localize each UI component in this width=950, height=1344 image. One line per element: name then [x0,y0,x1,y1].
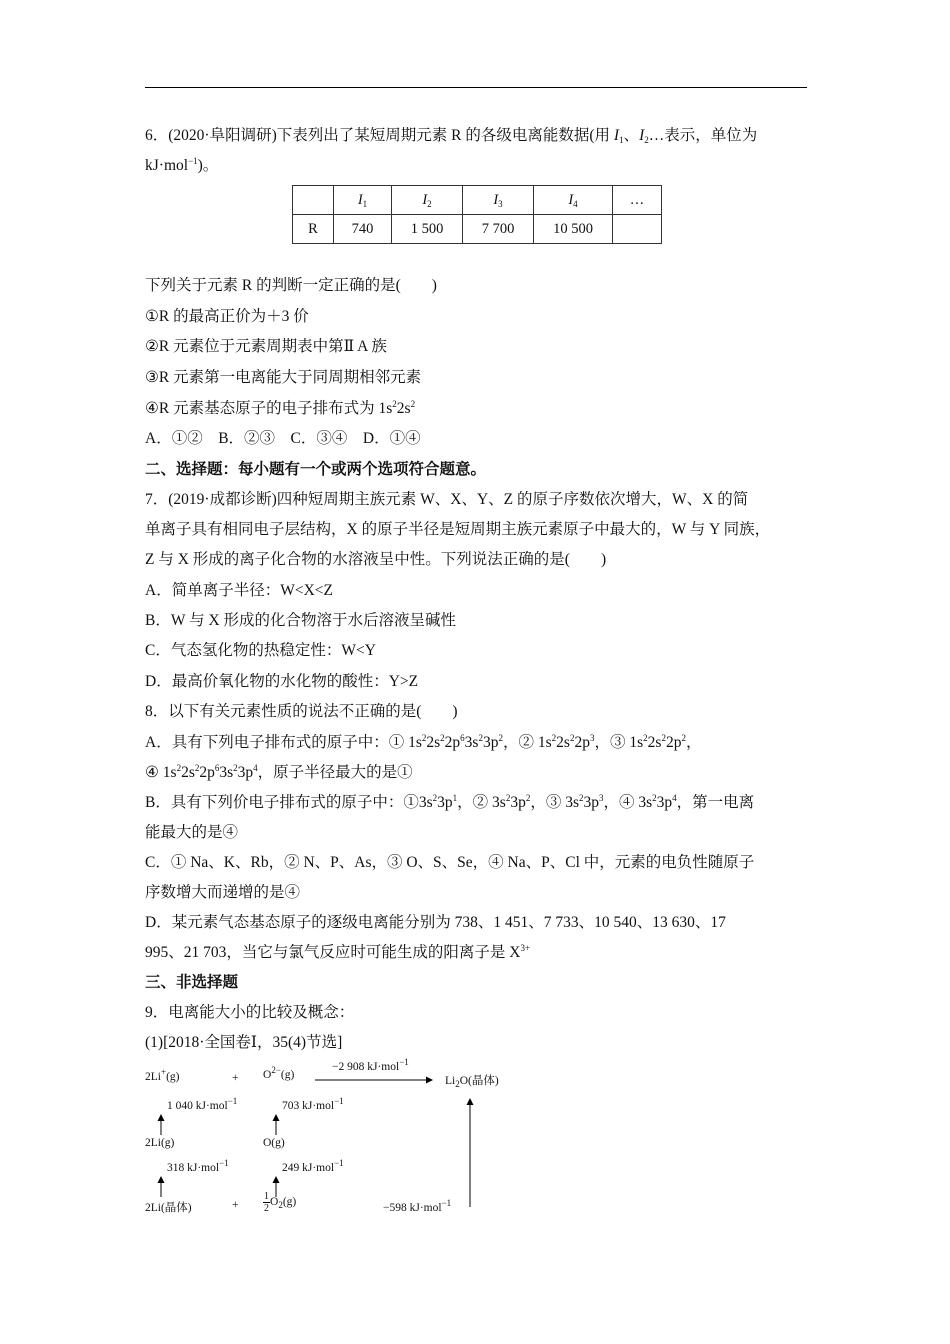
q7-line1: 7．(2019·成都诊断)四种短周期主族元素 W、X、Y、Z 的原子序数依次增大，W、X 的简 [145,491,749,508]
table-row [293,215,662,244]
q7-option-d: D．最高价氧化物的水化物的酸性：Y>Z [145,673,419,690]
table-cell: R [293,215,334,244]
li-gas: 2Li(g) [145,1137,175,1149]
q8-option-b-line1: B．具有下列价电子排布式的原子中：$①3s^23p^1$，② $3s^23p^2$，③ $3s^23p^3$，④ $3s^23p^4$，第一电离 [145,792,755,811]
o-gas: O(g) [263,1137,285,1149]
table-cell: $I_1$ [334,186,392,215]
q8-option-b-line2: 能最大的是④ [145,824,239,841]
q7-line2: 单离子具有相同电子层结构，X 的原子半径是短周期主族元素原子中最大的，W 与 Y 同族， [145,521,771,538]
fraction-one-half: $\frac{1}{2}$ [264,1191,269,1214]
oxide-ion-gas: $O^{2-}(g)$ [263,1065,295,1081]
li-crystal: 2Li(晶体) [145,1202,192,1214]
plus-sign: + [232,1072,239,1084]
li-ionization-label: 1 040 kJ·mol$^{-1}$ [167,1096,238,1112]
plus-sign: + [232,1199,239,1211]
q6-statement-4: ④R 元素基态原子的电子排布式为 $1s^22s^2$ [145,398,416,417]
q9-stem: 9．电离能大小的比较及概念： [145,1004,355,1021]
table-header-row [293,186,662,215]
q8-option-a-line1: A．具有下列电子排布式的原子中：① $1s^22s^22p^63s^23p^2$，② $1s^22s^22p^3$，③ $1s^22s^22p^2$， [145,732,702,751]
q8-option-d-line1: D．某元素气态基态原子的逐级电离能分别为 738、1 451、7 733、10 540、13 630、17 [145,914,726,931]
section-2-heading: 二、选择题：每小题有一个或两个选项符合题意。 [145,461,487,478]
q8-stem: 8．以下有关元素性质的说法不正确的是( ) [145,703,458,720]
lattice-energy-label: −2 908 kJ·mol$^{-1}$ [332,1057,409,1073]
q6-statement-3: ③R 元素第一电离能大于同周期相邻元素 [145,369,422,386]
table-cell: $I_2$ [392,186,463,215]
q6-options: A．①② B．②③ C．③④ D．①④ [145,430,421,447]
q6-stem: 下列关于元素 R 的判断一定正确的是( ) [145,277,437,294]
table-cell: $I_3$ [463,186,534,215]
table-cell: $I_4$ [534,186,613,215]
q7-line3: Z 与 X 形成的离子化合物的水溶液呈中性。下列说法正确的是( ) [145,551,607,568]
q7-option-a: A．简单离子半径：W<X<Z [145,582,333,599]
li2o-crystal: $Li_2O$(晶体) [445,1075,499,1089]
diagram-arrows [145,1067,565,1207]
table-cell: … [613,186,662,215]
q8-option-d-line2: 995、21 703，当它与氯气反应时可能生成的阳离子是 $X^{3+}$ [145,942,531,961]
header-rule [145,87,807,88]
q8-option-c-line1: C．① Na、K、Rb，② N、P、As，③ O、S、Se，④ Na、P、Cl 中，元素的电负性随原子 [145,854,755,871]
q6-line2: kJ·mol$^{-1}$)。 [145,155,219,174]
q7-option-c: C．气态氢化物的热稳定性：W<Y [145,642,376,659]
ionization-energy-table [292,185,662,244]
half-o2-gas: $\frac{1}{2}$ $O_2(g)$ [264,1191,297,1214]
li-sublimation-label: 318 kJ·mol$^{-1}$ [167,1158,229,1174]
table-cell: 10 500 [534,215,613,244]
q7-option-b: B．W 与 X 形成的化合物溶于水后溶液呈碱性 [145,612,457,629]
formation-enthalpy-label: −598 kJ·mol$^{-1}$ [383,1198,452,1214]
o-affinity-label: 703 kJ·mol$^{-1}$ [282,1096,344,1112]
li-ion-gas: 2Li+(g) [145,1067,180,1083]
q9-subquestion-1: (1)[2018·全国卷Ⅰ，35(4)节选] [145,1034,343,1051]
born-haber-diagram [145,1057,565,1214]
table-cell [293,186,334,215]
q8-option-c-line2: 序数增大而递增的是④ [145,884,301,901]
q6-statement-2: ②R 元素位于元素周期表中第Ⅱ A 族 [145,338,387,355]
arrow-formation [321,1099,470,1207]
q6-statement-1: ①R 的最高正价为＋3 价 [145,308,309,325]
o-dissociation-label: 249 kJ·mol$^{-1}$ [282,1158,344,1174]
section-3-heading: 三、非选择题 [145,974,239,991]
table-cell: 740 [334,215,392,244]
table-cell: 7 700 [463,215,534,244]
table-cell: 1 500 [392,215,463,244]
q6-line1: 6．(2020·阜阳调研)下表列出了某短周期元素 R 的各级电离能数据(用 $I_1$、$I_2\dots$表示，单位为 [145,127,758,145]
q8-option-a-line2: ④ $1s^22s^22p^63s^23p^4$，原子半径最大的是① [145,762,413,781]
table-cell [613,215,662,244]
